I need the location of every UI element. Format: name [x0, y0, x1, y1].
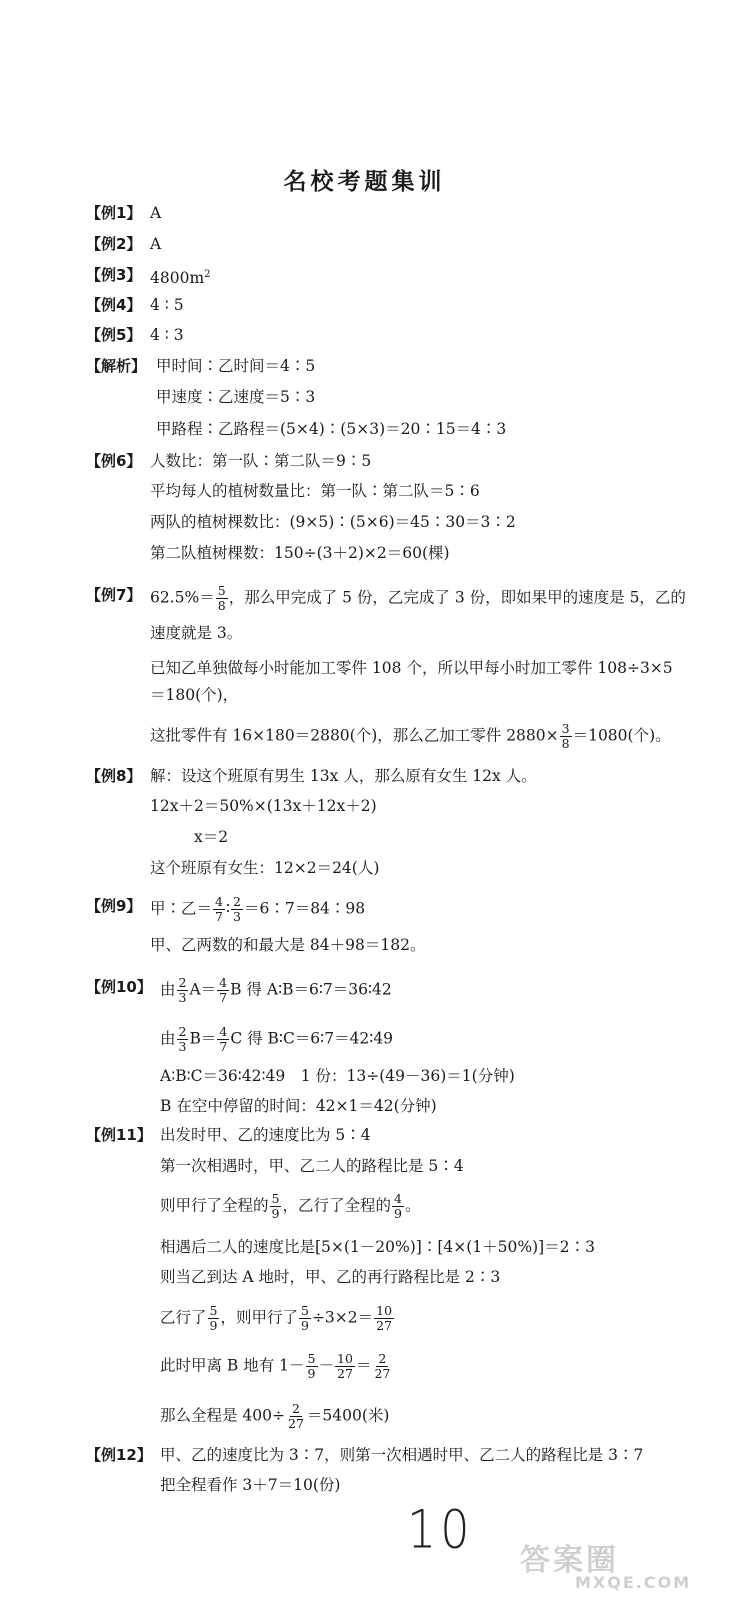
text-segment: ，则甲行了: [220, 1308, 298, 1327]
solution-text: [150, 722, 671, 751]
fraction-numerator: 2: [378, 1351, 387, 1366]
text-segment: ÷3×2＝: [311, 1308, 374, 1327]
fraction-denominator: 3: [178, 990, 187, 1005]
fraction-numerator: 5: [300, 1303, 309, 1318]
fraction-numerator: 5: [307, 1351, 316, 1366]
fraction: [213, 895, 225, 924]
solution-text: [160, 976, 392, 1005]
text-segment: 由: [160, 1029, 176, 1048]
example-tag: 【例3】: [86, 266, 142, 284]
fraction: [216, 584, 228, 613]
analysis-text: 甲速度∶乙速度＝5∶3: [156, 388, 316, 406]
fraction: [231, 895, 243, 924]
text-segment: 由: [160, 980, 176, 999]
answer-text: 4 ∶ 5: [150, 296, 184, 314]
solution-text: 甲、乙的速度比为 3∶7，则第一次相遇时甲、乙二人的路程比是 3∶7: [160, 1446, 644, 1464]
fraction-numerator: 2: [233, 894, 241, 909]
solution-text: [160, 1352, 393, 1381]
solution-text: 第一次相遇时，甲、乙二人的路程比是 5∶4: [160, 1157, 464, 1175]
fraction: [177, 1025, 189, 1054]
example-tag: 【例4】: [86, 296, 142, 314]
solution-text: x＝2: [194, 828, 229, 846]
text-segment: 62.5%＝: [150, 588, 215, 607]
fraction: [286, 1402, 306, 1431]
answer-text: [150, 264, 211, 289]
page-title: 名校考题集训: [283, 168, 446, 195]
fraction-numerator: 10: [337, 1351, 353, 1366]
solution-text: 两队的植树棵数比：(9×5)∶(5×6)＝45∶30＝3∶2: [150, 513, 516, 531]
solution-text: ＝180(个)，: [150, 686, 239, 704]
watermark-url: MXQE.COM: [575, 1573, 692, 1592]
example-tag: 【例12】: [86, 1446, 152, 1464]
fraction-denominator: 8: [561, 736, 570, 751]
example-tag: 【例11】: [86, 1126, 152, 1144]
fraction: [560, 722, 572, 751]
solution-text: 解：设这个班原有男生 13x 人，那么原有女生 12x 人。: [150, 767, 537, 785]
fraction-numerator: 2: [291, 1401, 300, 1416]
text-segment: ＝1080(个)。: [572, 726, 671, 745]
example-tag: 【例8】: [86, 767, 142, 785]
watermark-text: 答案圈: [520, 1543, 619, 1578]
fraction: [299, 1304, 311, 1333]
fraction: [372, 1352, 392, 1381]
fraction-numerator: 3: [561, 721, 570, 736]
solution-text: 已知乙单独做每小时能加工零件 108 个，所以甲每小时加工零件 108÷3×5: [150, 659, 673, 677]
text-segment: 这批零件有 16×180＝2880(个)，那么乙加工零件 2880×: [150, 726, 559, 745]
solution-text: [150, 895, 365, 924]
analysis-text: 甲路程∶乙路程＝(5×4)∶(5×3)＝20∶15＝4∶3: [156, 420, 507, 438]
fraction-denominator: 7: [219, 990, 228, 1005]
solution-text: 则当乙到达 A 地时，甲、乙的再行路程比是 2∶3: [160, 1268, 501, 1286]
answer-text: 4 ∶ 3: [150, 326, 184, 344]
example-tag: 【例7】: [86, 586, 142, 604]
fraction: [392, 1192, 404, 1221]
text-segment: 此时甲离 B 地有 1－: [160, 1356, 305, 1375]
fraction-numerator: 2: [178, 1024, 187, 1039]
fraction-denominator: 9: [307, 1366, 316, 1381]
fraction-denominator: 9: [393, 1206, 402, 1221]
text-segment: ＝: [355, 1356, 372, 1375]
fraction-numerator: 5: [217, 583, 226, 598]
solution-text: 第二队植树棵数：150÷(3＋2)×2＝60(棵): [150, 544, 450, 562]
solution-text: [160, 1192, 420, 1221]
fraction-numerator: 4: [219, 975, 228, 990]
solution-text: 人数比：第一队∶第二队＝9∶5: [150, 452, 372, 470]
solution-text: 出发时甲、乙的速度比为 5∶4: [160, 1126, 371, 1144]
fraction: [217, 1025, 229, 1054]
text-segment: 则甲行了全程的: [160, 1196, 269, 1215]
fraction-denominator: 27: [337, 1366, 353, 1381]
solution-text: 12x＋2＝50%×(13x＋12x＋2): [150, 797, 377, 815]
solution-text: B 在空中停留的时间：42×1＝42(分钟): [160, 1097, 437, 1115]
fraction-denominator: 7: [219, 1039, 228, 1054]
text-segment: ，那么甲完成了 5 份，乙完成了 3 份，即如果甲的速度是 5，乙的: [228, 588, 686, 607]
example-tag: 【例5】: [86, 326, 142, 344]
fraction-denominator: 9: [271, 1206, 280, 1221]
analysis-tag: 【解析】: [86, 357, 147, 375]
fraction-denominator: 3: [233, 909, 241, 924]
fraction-denominator: 27: [288, 1416, 304, 1431]
fraction: [177, 976, 189, 1005]
example-tag: 【例1】: [86, 204, 142, 222]
solution-text: [160, 1025, 393, 1054]
text-segment: 。: [404, 1196, 421, 1215]
fraction: [217, 976, 229, 1005]
solution-text: [150, 584, 686, 613]
fraction: [335, 1352, 355, 1381]
fraction-numerator: 4: [215, 894, 223, 909]
fraction-numerator: 4: [219, 1024, 228, 1039]
answer-exponent: 2: [204, 269, 211, 280]
answer-text: A: [150, 204, 162, 222]
solution-text: 甲、乙两数的和最大是 84＋98＝182。: [150, 936, 426, 954]
page-number: 10: [407, 1497, 474, 1561]
text-segment: 那么全程是 400÷: [160, 1406, 285, 1425]
fraction-numerator: 4: [393, 1191, 402, 1206]
example-tag: 【例10】: [86, 978, 152, 996]
text-segment: 乙行了: [160, 1308, 207, 1327]
fraction-numerator: 5: [209, 1303, 218, 1318]
solution-text: 速度就是 3。: [150, 624, 243, 642]
fraction-denominator: 7: [215, 909, 223, 924]
fraction-denominator: 3: [178, 1039, 187, 1054]
analysis-text: 甲时间∶乙时间＝4∶5: [156, 357, 316, 375]
text-segment: C 得 B∶C＝6∶7＝42∶49: [230, 1029, 394, 1048]
fraction: [270, 1192, 282, 1221]
text-segment: －: [318, 1356, 335, 1375]
fraction: [374, 1304, 394, 1333]
example-tag: 【例2】: [86, 235, 142, 253]
solution-text: 这个班原有女生：12×2＝24(人): [150, 859, 380, 877]
text-segment: 甲∶乙＝: [150, 899, 213, 918]
solution-text: 把全程看作 3＋7＝10(份): [160, 1476, 341, 1494]
solution-text: 平均每人的植树数量比：第一队∶第二队＝5∶6: [150, 482, 480, 500]
solution-text: A∶B∶C＝36∶42∶49 1 份：13÷(49－36)＝1(分钟): [160, 1067, 515, 1085]
fraction-numerator: 5: [271, 1191, 280, 1206]
fraction-denominator: 8: [217, 598, 226, 613]
example-tag: 【例9】: [86, 897, 142, 915]
text-segment: ＝6∶7＝84∶98: [243, 899, 366, 918]
fraction: [208, 1304, 220, 1333]
text-segment: B＝: [189, 1029, 217, 1048]
fraction-denominator: 9: [300, 1318, 309, 1333]
solution-text: 相遇后二人的速度比是[5×(1－20%)]∶[4×(1＋50%)]＝2∶3: [160, 1238, 595, 1256]
fraction-denominator: 27: [376, 1318, 393, 1333]
fraction-denominator: 9: [209, 1318, 218, 1333]
fraction: [306, 1352, 318, 1381]
fraction-numerator: 10: [376, 1303, 393, 1318]
answer-text: A: [150, 235, 162, 253]
text-segment: A＝: [189, 980, 217, 999]
answer-value: 4800m: [150, 269, 205, 288]
example-tag: 【例6】: [86, 452, 142, 470]
text-segment: B 得 A∶B＝6∶7＝36∶42: [230, 980, 392, 999]
watermark-logo: [520, 1535, 720, 1595]
fraction-denominator: 27: [374, 1366, 391, 1381]
solution-text: [160, 1304, 395, 1333]
text-segment: ，乙行了全程的: [282, 1196, 391, 1215]
solution-text: [160, 1402, 389, 1431]
fraction-numerator: 2: [178, 975, 187, 990]
text-segment: ∶: [225, 899, 231, 918]
text-segment: ＝5400(米): [306, 1406, 390, 1425]
